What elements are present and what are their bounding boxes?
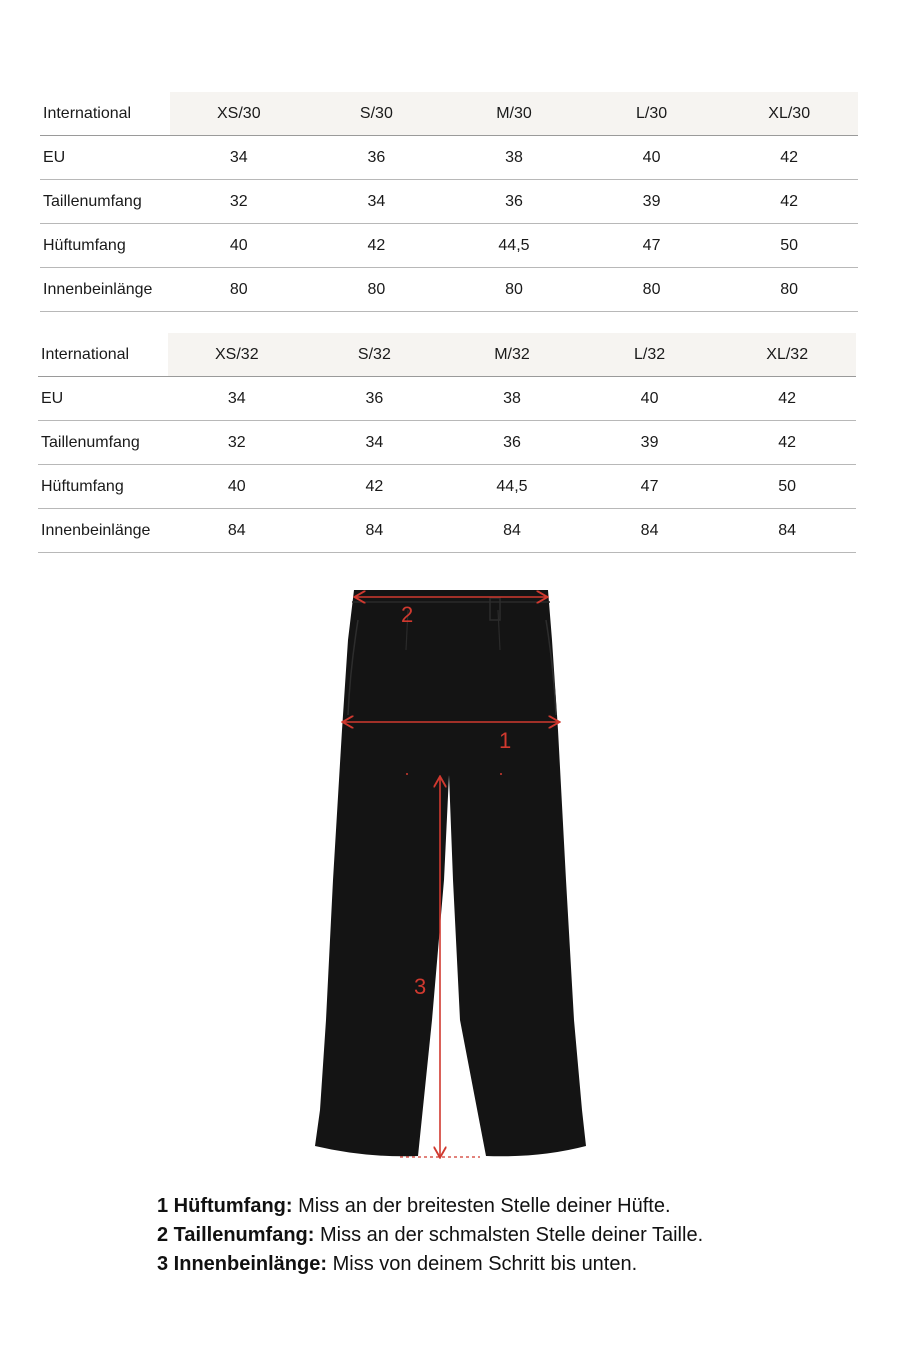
table-cell: 32 [170, 180, 308, 224]
table-cell: 39 [581, 421, 719, 465]
table-cell: 42 [718, 377, 856, 421]
table-cell: 44,5 [445, 224, 583, 268]
pants-measurement-diagram [300, 580, 600, 1180]
table-cell: 80 [583, 268, 721, 312]
table-row [40, 180, 858, 224]
row-label: Taillenumfang [40, 180, 170, 224]
table-row [38, 465, 856, 509]
table-cell: 47 [581, 465, 719, 509]
table-cell: 36 [306, 377, 444, 421]
header-row [38, 333, 856, 377]
table-cell: 84 [443, 509, 581, 553]
row-label: Taillenumfang [38, 421, 168, 465]
size-header-cell: XS/30 [170, 92, 308, 136]
legend-item [157, 1221, 857, 1250]
table-cell: 80 [445, 268, 583, 312]
table-cell: 42 [308, 224, 446, 268]
table-cell: 36 [445, 180, 583, 224]
legend-term: 2 Taillenumfang: [157, 1224, 315, 1246]
table-cell: 50 [720, 224, 858, 268]
legend-term: 1 Hüftumfang: [157, 1195, 293, 1217]
size-header-cell: M/32 [443, 333, 581, 377]
size-table-body [38, 333, 856, 553]
row-label: International [38, 333, 168, 377]
row-label: Innenbeinlänge [38, 509, 168, 553]
table-cell: 40 [581, 377, 719, 421]
table-cell: 40 [168, 465, 306, 509]
table-cell: 84 [581, 509, 719, 553]
row-label: Innenbeinlänge [40, 268, 170, 312]
marker-2-label: 2 [401, 602, 414, 627]
legend-item [157, 1250, 857, 1279]
size-header-cell: S/32 [306, 333, 444, 377]
table-cell: 84 [168, 509, 306, 553]
table-cell: 36 [443, 421, 581, 465]
table-cell: 80 [170, 268, 308, 312]
pants-shape [315, 590, 586, 1156]
row-label: EU [40, 136, 170, 180]
table-cell: 42 [306, 465, 444, 509]
table-cell: 42 [718, 421, 856, 465]
table-cell: 38 [445, 136, 583, 180]
table-cell: 42 [720, 136, 858, 180]
table-cell: 80 [308, 268, 446, 312]
table-cell: 34 [170, 136, 308, 180]
table-row [38, 421, 856, 465]
legend-text: Miss an der schmalsten Stelle deiner Taille. [314, 1224, 704, 1246]
row-label: Hüftumfang [40, 224, 170, 268]
row-label: Hüftumfang [38, 465, 168, 509]
table-cell: 40 [583, 136, 721, 180]
size-header-cell: M/30 [445, 92, 583, 136]
size-table-length-32 [38, 333, 856, 553]
table-cell: 34 [308, 180, 446, 224]
table-cell: 34 [306, 421, 444, 465]
size-header-cell: L/32 [581, 333, 719, 377]
table-cell: 50 [718, 465, 856, 509]
table-row [40, 268, 858, 312]
legend-item [157, 1192, 857, 1221]
size-header-cell: XS/32 [168, 333, 306, 377]
legend-text: Miss von deinem Schritt bis unten. [327, 1253, 638, 1275]
row-label: EU [38, 377, 168, 421]
pants-illustration [300, 580, 600, 1180]
table-cell: 32 [168, 421, 306, 465]
size-header-cell: S/30 [308, 92, 446, 136]
legend-term: 3 Innenbeinlänge: [157, 1253, 328, 1275]
table-cell: 47 [583, 224, 721, 268]
table-row [40, 136, 858, 180]
table-cell: 80 [720, 268, 858, 312]
header-row [40, 92, 858, 136]
table-row [38, 377, 856, 421]
table-cell: 36 [308, 136, 446, 180]
table-cell: 84 [718, 509, 856, 553]
table-row [40, 224, 858, 268]
marker-1-label: 1 [499, 728, 512, 753]
measurement-legend [157, 1192, 857, 1279]
table-cell: 40 [170, 224, 308, 268]
size-header-cell: XL/32 [718, 333, 856, 377]
legend-text: Miss an der breitesten Stelle deiner Hüfte. [292, 1195, 671, 1217]
table-cell: 42 [720, 180, 858, 224]
size-table-length-30 [40, 92, 858, 312]
table-cell: 34 [168, 377, 306, 421]
table-cell: 38 [443, 377, 581, 421]
size-table-body [40, 92, 858, 312]
table-cell: 44,5 [443, 465, 581, 509]
size-header-cell: L/30 [583, 92, 721, 136]
table-cell: 84 [306, 509, 444, 553]
row-label: International [40, 92, 170, 136]
marker-3-label: 3 [414, 974, 427, 999]
size-header-cell: XL/30 [720, 92, 858, 136]
table-row [38, 509, 856, 553]
table-cell: 39 [583, 180, 721, 224]
